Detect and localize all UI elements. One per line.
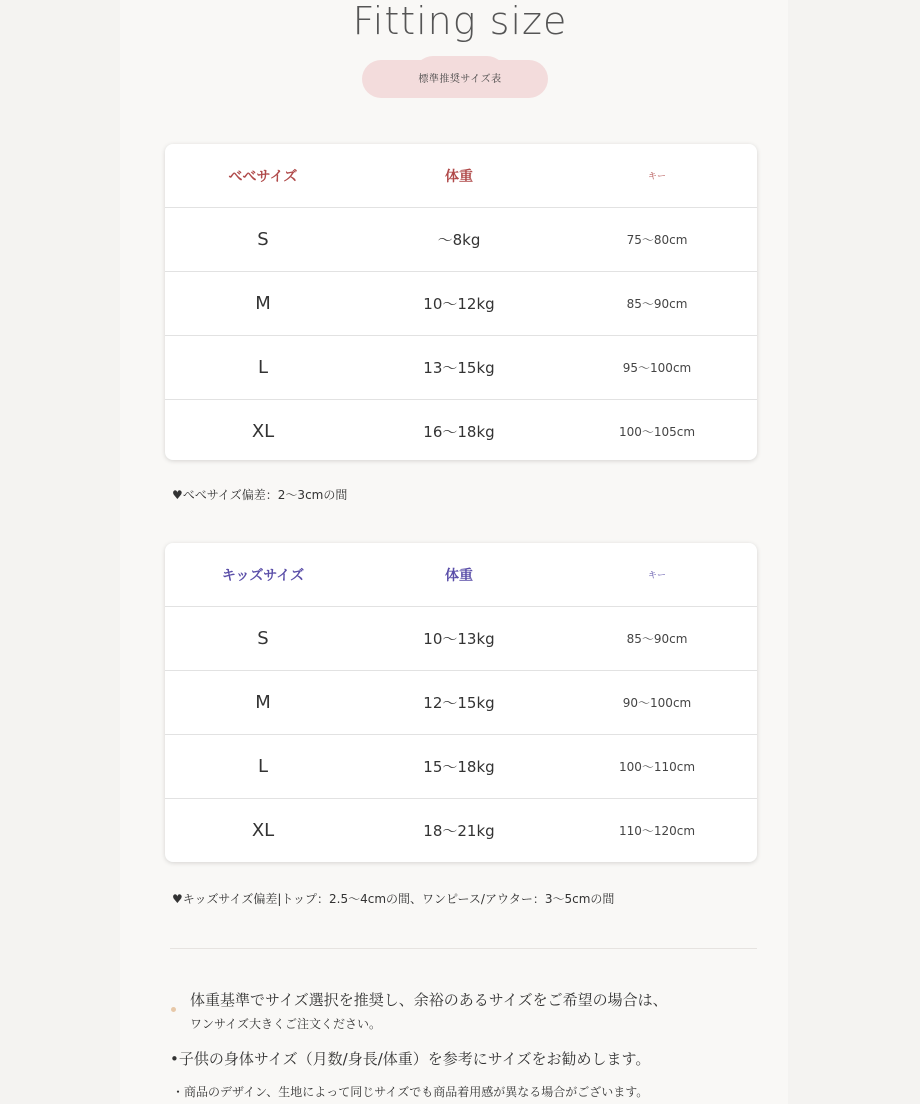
height-cell: 110〜120cm (618, 824, 696, 838)
table-row (165, 735, 757, 799)
baby-size-note: ♥べべサイズ偏差：2〜3cmの間 (172, 488, 348, 502)
weight-cell: 10〜12kg (423, 295, 495, 313)
divider (170, 948, 757, 949)
size-cell: XL (251, 820, 275, 841)
header-weight: 体重 (445, 567, 473, 584)
weight-cell: 13〜15kg (423, 359, 495, 377)
height-cell: 90〜100cm (622, 696, 692, 710)
weight-cell: 18〜21kg (423, 822, 495, 840)
table-row (165, 671, 757, 735)
page-title: Fitting size (352, 0, 568, 43)
table-row (165, 208, 757, 272)
table-row (165, 336, 757, 400)
advice-line-1b: ワンサイズ大きくご注文ください。 (190, 1017, 382, 1031)
bullet-dot-icon (171, 1007, 176, 1012)
height-cell: 100〜105cm (618, 425, 696, 439)
weight-cell: 12〜15kg (423, 694, 495, 712)
height-cell: 75〜80cm (626, 233, 688, 247)
header-height: キー (647, 172, 666, 182)
weight-cell: 〜8kg (437, 231, 481, 249)
table-row (165, 272, 757, 336)
advice-line-2: •子供の身体サイズ（月数/身長/体重）を参考にサイズをお勧めします。 (170, 1050, 651, 1068)
header-size: べべサイズ (228, 168, 298, 185)
header-size: キッズサイズ (221, 567, 305, 584)
advice-line-3: ・商品のデザイン、生地によって同じサイズでも商品着用感が異なる場合がございます。 (172, 1085, 649, 1099)
header-weight: 体重 (445, 168, 473, 185)
table-row (165, 607, 757, 671)
weight-cell: 15〜18kg (423, 758, 495, 776)
weight-cell: 16〜18kg (423, 423, 495, 441)
table-header-row (165, 543, 757, 607)
subtitle-badge (0, 56, 920, 100)
table-header-row (165, 144, 757, 208)
size-cell: L (257, 756, 269, 777)
advice-line-1: 体重基準でサイズ選択を推奨し、余裕のあるサイズをご希望の場合は、 (190, 991, 668, 1009)
height-cell: 85〜90cm (626, 632, 688, 646)
size-cell: L (257, 357, 269, 378)
height-cell: 85〜90cm (626, 297, 688, 311)
size-cell: M (255, 293, 271, 314)
subtitle-text: 標準推奨サイズ表 (418, 74, 502, 85)
kids-size-table (165, 543, 757, 862)
table-row (165, 400, 757, 460)
height-cell: 95〜100cm (622, 361, 692, 375)
weight-cell: 10〜13kg (423, 630, 495, 648)
table-row (165, 799, 757, 862)
size-cell: XL (251, 421, 275, 442)
height-cell: 100〜110cm (618, 760, 696, 774)
kids-size-note: ♥キッズサイズ偏差|トップ：2.5〜4cmの間、ワンピース/アウター：3〜5cmの間 (172, 892, 615, 906)
header-height: キー (647, 571, 666, 581)
baby-size-table (165, 144, 757, 460)
size-cell: S (257, 229, 269, 250)
size-cell: S (257, 628, 269, 649)
size-cell: M (255, 692, 271, 713)
